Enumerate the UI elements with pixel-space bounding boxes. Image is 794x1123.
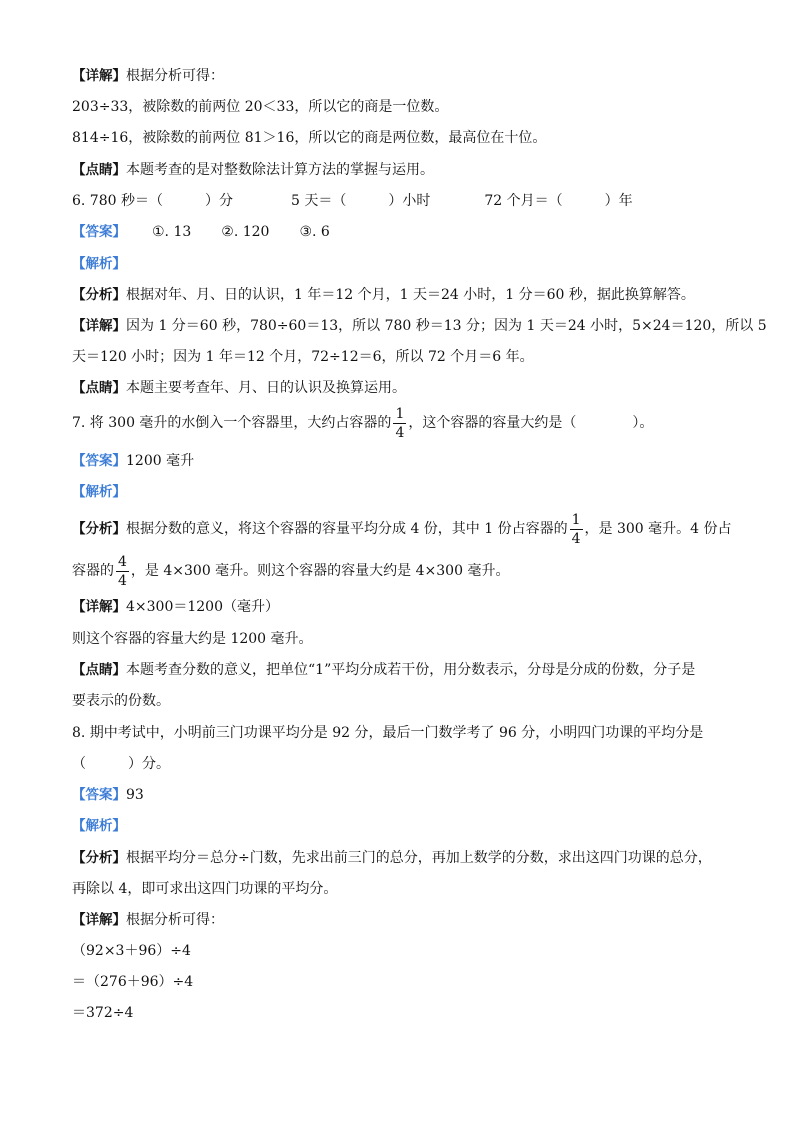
question-6 [72, 191, 633, 211]
analysis-header-7 [72, 482, 126, 502]
comment-tag: 【点睛】 [72, 162, 126, 178]
answer-tag: 【答案】 [72, 453, 126, 469]
question-8b [72, 754, 170, 774]
question-6-part-1: 6. 780 秒＝（ ）分 [72, 193, 233, 209]
analysis-text: 根据平均分＝总分÷门数，先求出前三门的总分，再加上数学的分数，求出这四门功课的总分， [126, 850, 712, 866]
analysis-sub-tag: 【分析】 [72, 850, 126, 866]
detail-text: 因为 1 分＝60 秒，780÷60＝13，所以 780 秒＝13 分；因为 1 天＝24 小时，5×24＝120，所以 5 [126, 318, 767, 334]
detail-text: 则这个容器的容量大约是 1200 毫升。 [72, 631, 313, 647]
comment-tag: 【点睛】 [72, 380, 126, 396]
answer-tag: 【答案】 [72, 224, 126, 240]
analysis-tag: 【解析】 [72, 484, 126, 500]
detail-tag: 【详解】 [72, 599, 126, 615]
analysis-text: 根据对年、月、日的认识，1 年＝12 个月，1 天＝24 小时，1 分＝60 秒，据此换算解答。 [126, 287, 695, 303]
detail-text: 814÷16，被除数的前两位 81＞16，所以它的商是两位数，最高位在十位。 [72, 130, 547, 146]
detail-text: 根据分析可得： [126, 912, 224, 928]
fraction-one-quarter [393, 406, 406, 441]
question-8-blank: （ ）分。 [72, 756, 170, 772]
comment-text: 本题考查分数的意义，把单位“1”平均分成若干份，用分数表示，分母是分成的份数，分子是 [126, 662, 696, 678]
analysis-text-post: ，是 300 毫升。4 份占 [584, 521, 732, 537]
detail-text: 4×300＝1200（毫升） [126, 599, 279, 615]
detail-tag: 【详解】 [72, 318, 126, 334]
calc-step-1 [72, 941, 191, 961]
analysis-line-8b [72, 879, 337, 899]
calc-text: ＝372÷4 [72, 1005, 134, 1021]
question-6-part-2: 5 天＝（ ）小时 [290, 193, 431, 209]
fraction-numerator: 4 [118, 553, 127, 570]
comment-text: 本题主要考查年、月、日的认识及换算运用。 [126, 380, 406, 396]
question-8-text: 8. 期中考试中，小明前三门功课平均分是 92 分，最后一门数学考了 96 分，小明四门功课的平均分是 [72, 725, 704, 741]
detail-text: 根据分析可得： [126, 68, 224, 84]
calc-text: ＝（276＋96）÷4 [72, 974, 194, 990]
fraction-denominator: 4 [571, 530, 581, 547]
answer-item-3: ③. 6 [299, 224, 330, 240]
detail-tag: 【详解】 [72, 68, 126, 84]
analysis-text-pre: 容器的 [72, 563, 114, 579]
analysis-text: 再除以 4，即可求出这四门功课的平均分。 [72, 881, 338, 897]
fraction-one-quarter [570, 512, 583, 547]
fraction-denominator: 4 [395, 424, 405, 441]
analysis-sub-tag: 【分析】 [72, 287, 126, 303]
analysis-line-7a [72, 511, 732, 547]
analysis-tag: 【解析】 [72, 818, 126, 834]
comment-text: 本题考查的是对整数除法计算方法的掌握与运用。 [126, 162, 434, 178]
analysis-line-8a [72, 848, 712, 868]
detail-line-6b [72, 347, 534, 367]
detail-line-7b [72, 629, 313, 649]
comment-tag: 【点睛】 [72, 662, 126, 678]
answer-item-1: ①. 13 [152, 224, 192, 240]
answer-line-7 [72, 451, 194, 471]
detail-line-7 [72, 597, 279, 617]
answer-text: 1200 毫升 [126, 453, 195, 469]
question-7-text-post: ，这个容器的容量大约是（ ）。 [408, 415, 654, 431]
detail-line-6a [72, 316, 767, 336]
question-7 [72, 405, 653, 441]
answer-line-6 [72, 222, 330, 242]
solution-detail-line [72, 66, 224, 86]
analysis-line-6 [72, 285, 695, 305]
detail-line-8 [72, 910, 224, 930]
fraction-numerator: 1 [571, 511, 581, 528]
comment-text: 要表示的份数。 [72, 693, 170, 709]
comment-line-7b [72, 691, 170, 711]
fraction-four-quarters [116, 554, 129, 589]
calc-step-2 [72, 972, 193, 992]
calc-text: （92×3＋96）÷4 [72, 943, 191, 959]
detail-tag: 【详解】 [72, 912, 126, 928]
answer-item-2: ②. 120 [221, 224, 270, 240]
answer-text: 93 [126, 787, 144, 803]
analysis-sub-tag: 【分析】 [72, 521, 126, 537]
fraction-numerator: 1 [395, 405, 405, 422]
detail-line-2 [72, 128, 546, 148]
analysis-text-pre: 根据分数的意义，将这个容器的容量平均分成 4 份，其中 1 份占容器的 [126, 521, 568, 537]
analysis-text-post: ，是 4×300 毫升。则这个容器的容量大约是 4×300 毫升。 [130, 563, 510, 579]
question-6-part-3: 72 个月＝（ ）年 [484, 193, 633, 209]
comment-line [72, 160, 434, 180]
analysis-line-7b [72, 553, 509, 589]
question-8a [72, 723, 703, 743]
detail-line-1 [72, 97, 448, 117]
fraction-denominator: 4 [118, 572, 127, 589]
calc-step-3 [72, 1003, 133, 1023]
detail-text: 203÷33，被除数的前两位 20＜33，所以它的商是一位数。 [72, 99, 449, 115]
analysis-header-8 [72, 816, 126, 836]
comment-line-6 [72, 378, 406, 398]
answer-line-8 [72, 785, 144, 805]
detail-text: 天＝120 小时；因为 1 年＝12 个月，72÷12＝6，所以 72 个月＝6 年。 [72, 349, 534, 365]
analysis-header-6 [72, 254, 126, 274]
comment-line-7a [72, 660, 695, 680]
analysis-tag: 【解析】 [72, 256, 126, 272]
question-7-text-pre: 7. 将 300 毫升的水倒入一个容器里，大约占容器的 [72, 415, 392, 431]
answer-tag: 【答案】 [72, 787, 126, 803]
